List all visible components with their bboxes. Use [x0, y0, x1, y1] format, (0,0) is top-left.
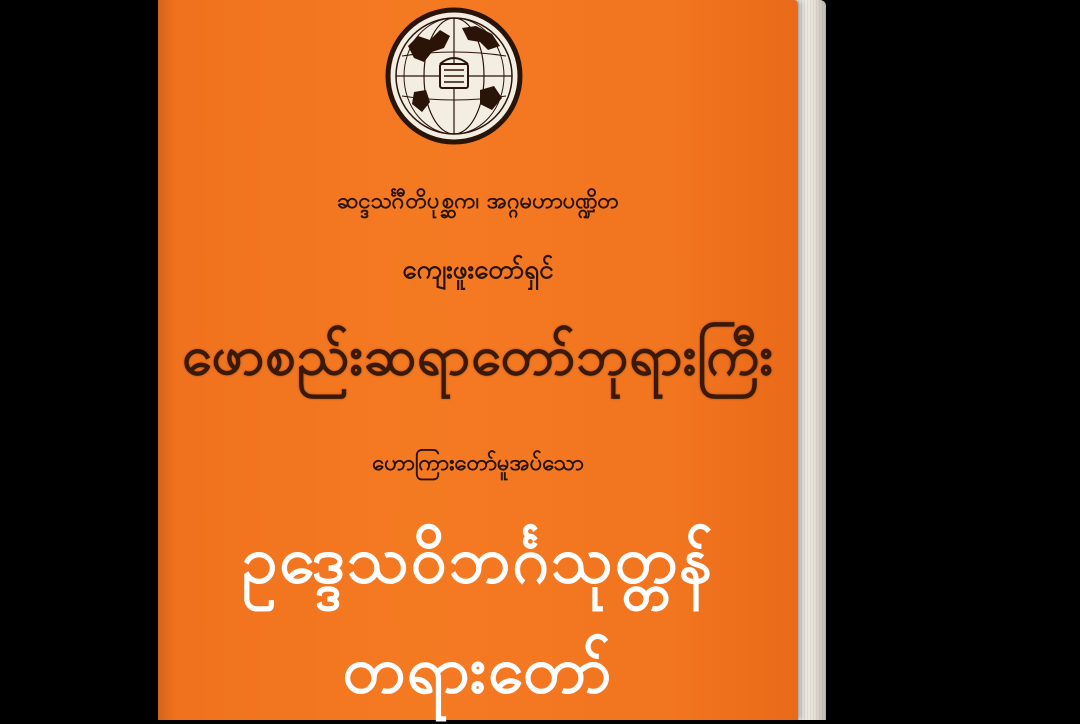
book-cover — [158, 0, 798, 720]
cover-author-name: ဖောစည်းဆရာတော်ဘုရားကြီး — [182, 324, 774, 387]
cover-title-line-1: ဥဒ္ဒေသဝိဘင်္ဂသုတ္တန် — [241, 524, 715, 598]
cover-author-location: ကျေးဖူးတော်ရှင် — [402, 255, 554, 285]
cover-preached-by: ဟောကြားတော်မူအပ်သော — [372, 451, 584, 476]
cover-subtitle-line-1: ဆင္ဒသင်္ဂီတိပုစ္ဆက၊ အဂ္ဂမဟာပဏ္ဍိတ — [337, 189, 619, 214]
book — [158, 0, 838, 720]
globe-emblem-icon — [384, 6, 524, 146]
cover-title-line-2: တရားတော် — [342, 634, 614, 708]
